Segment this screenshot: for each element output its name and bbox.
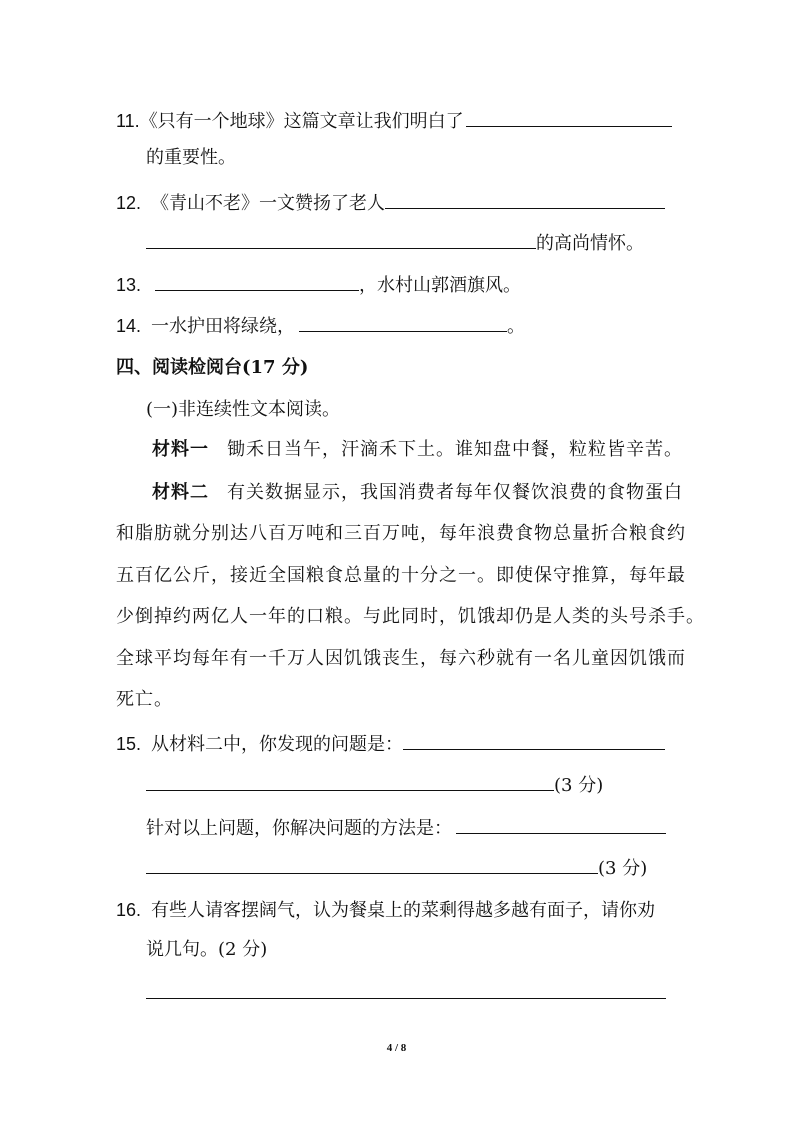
- material-label: 材料二: [152, 482, 209, 503]
- question-text: 有些人请客摆阔气，认为餐桌上的菜剩得越多越有面子，请你劝: [151, 900, 656, 921]
- material-text: 少倒掉约两亿人一年的口粮。与此同时，饥饿却仍是人类的头号杀手。: [116, 606, 705, 627]
- material-two: [152, 481, 683, 505]
- question-16: [116, 898, 655, 923]
- question-number: 11.: [116, 111, 140, 131]
- question-11-continuation: [146, 146, 236, 170]
- question-12-continuation: [146, 230, 644, 256]
- question-16-continuation: [146, 938, 267, 962]
- question-text: 的高尚情怀。: [536, 233, 644, 254]
- question-11: [116, 108, 672, 134]
- material-one: [152, 438, 683, 462]
- question-number: 13.: [116, 275, 142, 295]
- answer-blank[interactable]: [299, 313, 507, 332]
- question-text: 从材料二中，你发现的问题是：: [151, 734, 404, 755]
- question-15: [116, 731, 665, 757]
- question-text: 《只有一个地球》这篇文章让我们明白了: [139, 111, 464, 132]
- question-text: 说几句。(2 分): [146, 939, 268, 960]
- page-number: 4 / 8: [386, 1042, 407, 1054]
- question-number: 14.: [116, 316, 142, 336]
- material-text: 和脂肪就分别达八百万吨和三百万吨，每年浪费食物总量折合粮食约: [116, 523, 686, 544]
- material-label: 材料一: [152, 439, 209, 460]
- answer-blank[interactable]: [403, 731, 665, 750]
- answer-blank[interactable]: [146, 980, 666, 999]
- question-number: 16.: [116, 900, 142, 920]
- answer-blank[interactable]: [466, 108, 672, 127]
- score-label: (3 分): [598, 858, 648, 879]
- material-text: 五百亿公斤，接近全国粮食总量的十分之一。即使保守推算，每年最: [116, 565, 686, 586]
- answer-blank[interactable]: [146, 230, 536, 249]
- section-title: 四、阅读检阅台(17 分): [116, 357, 309, 378]
- material-text: 锄禾日当午，汗滴禾下土。谁知盘中餐，粒粒皆辛苦。: [227, 439, 683, 460]
- question-text: 。: [507, 316, 526, 337]
- question-13: [116, 272, 521, 298]
- material-text: 死亡。: [116, 689, 173, 710]
- score-label: (3 分): [554, 775, 604, 796]
- question-15-line-4: [146, 855, 647, 881]
- question-text: 的重要性。: [146, 147, 236, 168]
- question-text: 《青山不老》一文赞扬了老人: [151, 193, 386, 214]
- material-text: 全球平均每年有一千万人因饥饿丧生，每六秒就有一名儿童因饥饿而: [116, 648, 686, 669]
- part-title: (一)非连续性文本阅读。: [146, 399, 341, 420]
- question-15-line-2: [146, 772, 603, 798]
- question-12: [116, 190, 665, 216]
- question-15-line-3: [146, 815, 666, 841]
- question-14: [116, 313, 525, 339]
- question-text: 针对以上问题，你解决问题的方法是：: [146, 818, 452, 839]
- question-text: 一水护田将绿绕，: [151, 316, 296, 337]
- answer-blank[interactable]: [146, 772, 554, 791]
- answer-blank[interactable]: [155, 272, 359, 291]
- question-number: 15.: [116, 734, 142, 754]
- question-16-answer: [146, 980, 666, 1006]
- material-text: 有关数据显示，我国消费者每年仅餐饮浪费的食物蛋白: [227, 482, 683, 503]
- answer-blank[interactable]: [385, 190, 665, 209]
- question-number: 12.: [116, 193, 142, 213]
- answer-blank[interactable]: [146, 855, 598, 874]
- answer-blank[interactable]: [456, 815, 666, 834]
- question-text: ，水村山郭酒旗风。: [359, 275, 522, 296]
